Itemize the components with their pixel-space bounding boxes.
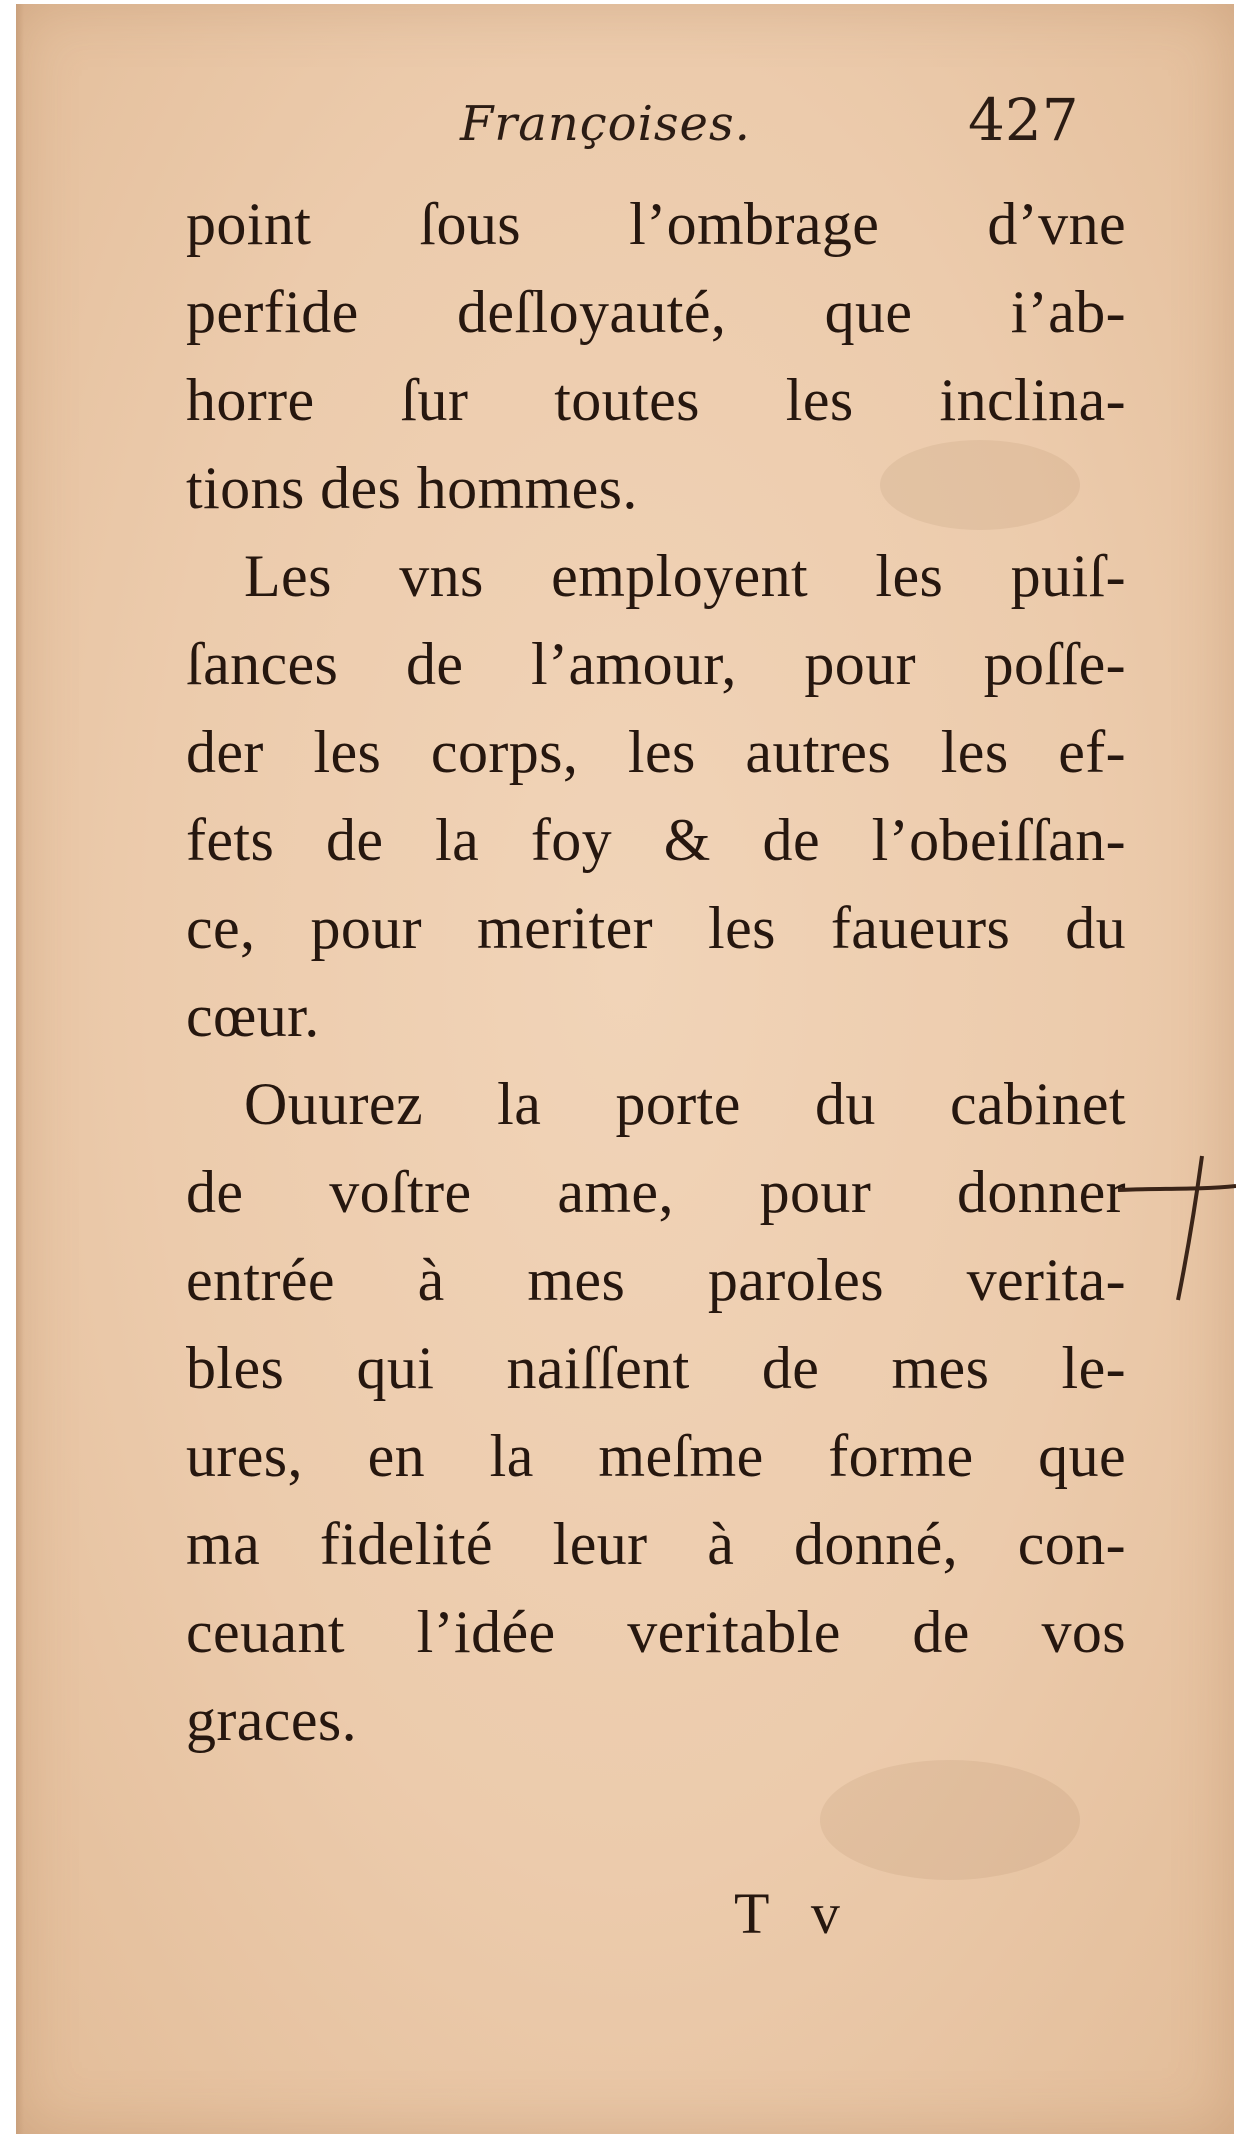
- text-line: point ſous l’ombrage d’vne: [186, 191, 1126, 257]
- text-line: cœur.: [186, 983, 320, 1049]
- text-line: perfide deſloyauté, que i’ab-: [186, 279, 1126, 345]
- marginal-ink-mark: [1118, 1150, 1236, 1310]
- signature-mark: T v: [734, 1881, 854, 1946]
- text-line: tions des hommes.: [186, 455, 638, 521]
- text-line: ſances de l’amour, pour poſſe-: [186, 631, 1126, 697]
- text-line: ce, pour meriter les faueurs du: [186, 895, 1126, 961]
- paragraph-start-line: Les vns employent les puiſ-: [244, 543, 1126, 609]
- text-line: ma fidelité leur à donné, con-: [186, 1511, 1126, 1577]
- text-line: bles qui naiſſent de mes le-: [186, 1335, 1126, 1401]
- text-line: ures, en la meſme forme que: [186, 1423, 1126, 1489]
- text-line: de voſtre ame, pour donner: [186, 1159, 1126, 1225]
- text-line: graces.: [186, 1687, 358, 1753]
- text-line: entrée à mes paroles verita-: [186, 1247, 1126, 1313]
- running-head: Françoises.: [460, 96, 751, 152]
- text-line: ceuant l’idée veritable de vos: [186, 1599, 1126, 1665]
- paragraph-start-line: Ouurez la porte du cabinet: [244, 1071, 1126, 1137]
- text-line: fets de la foy & de l’obeiſſan-: [186, 807, 1126, 873]
- paper-stain: [820, 1760, 1080, 1880]
- text-line: der les corps, les autres les ef-: [186, 719, 1126, 785]
- text-line: horre ſur toutes les inclina-: [186, 367, 1126, 433]
- page-gutter-shadow: [16, 4, 24, 2134]
- body-text: [186, 180, 1126, 1764]
- page-number: 427: [968, 86, 1079, 154]
- page-header: [0, 86, 1236, 176]
